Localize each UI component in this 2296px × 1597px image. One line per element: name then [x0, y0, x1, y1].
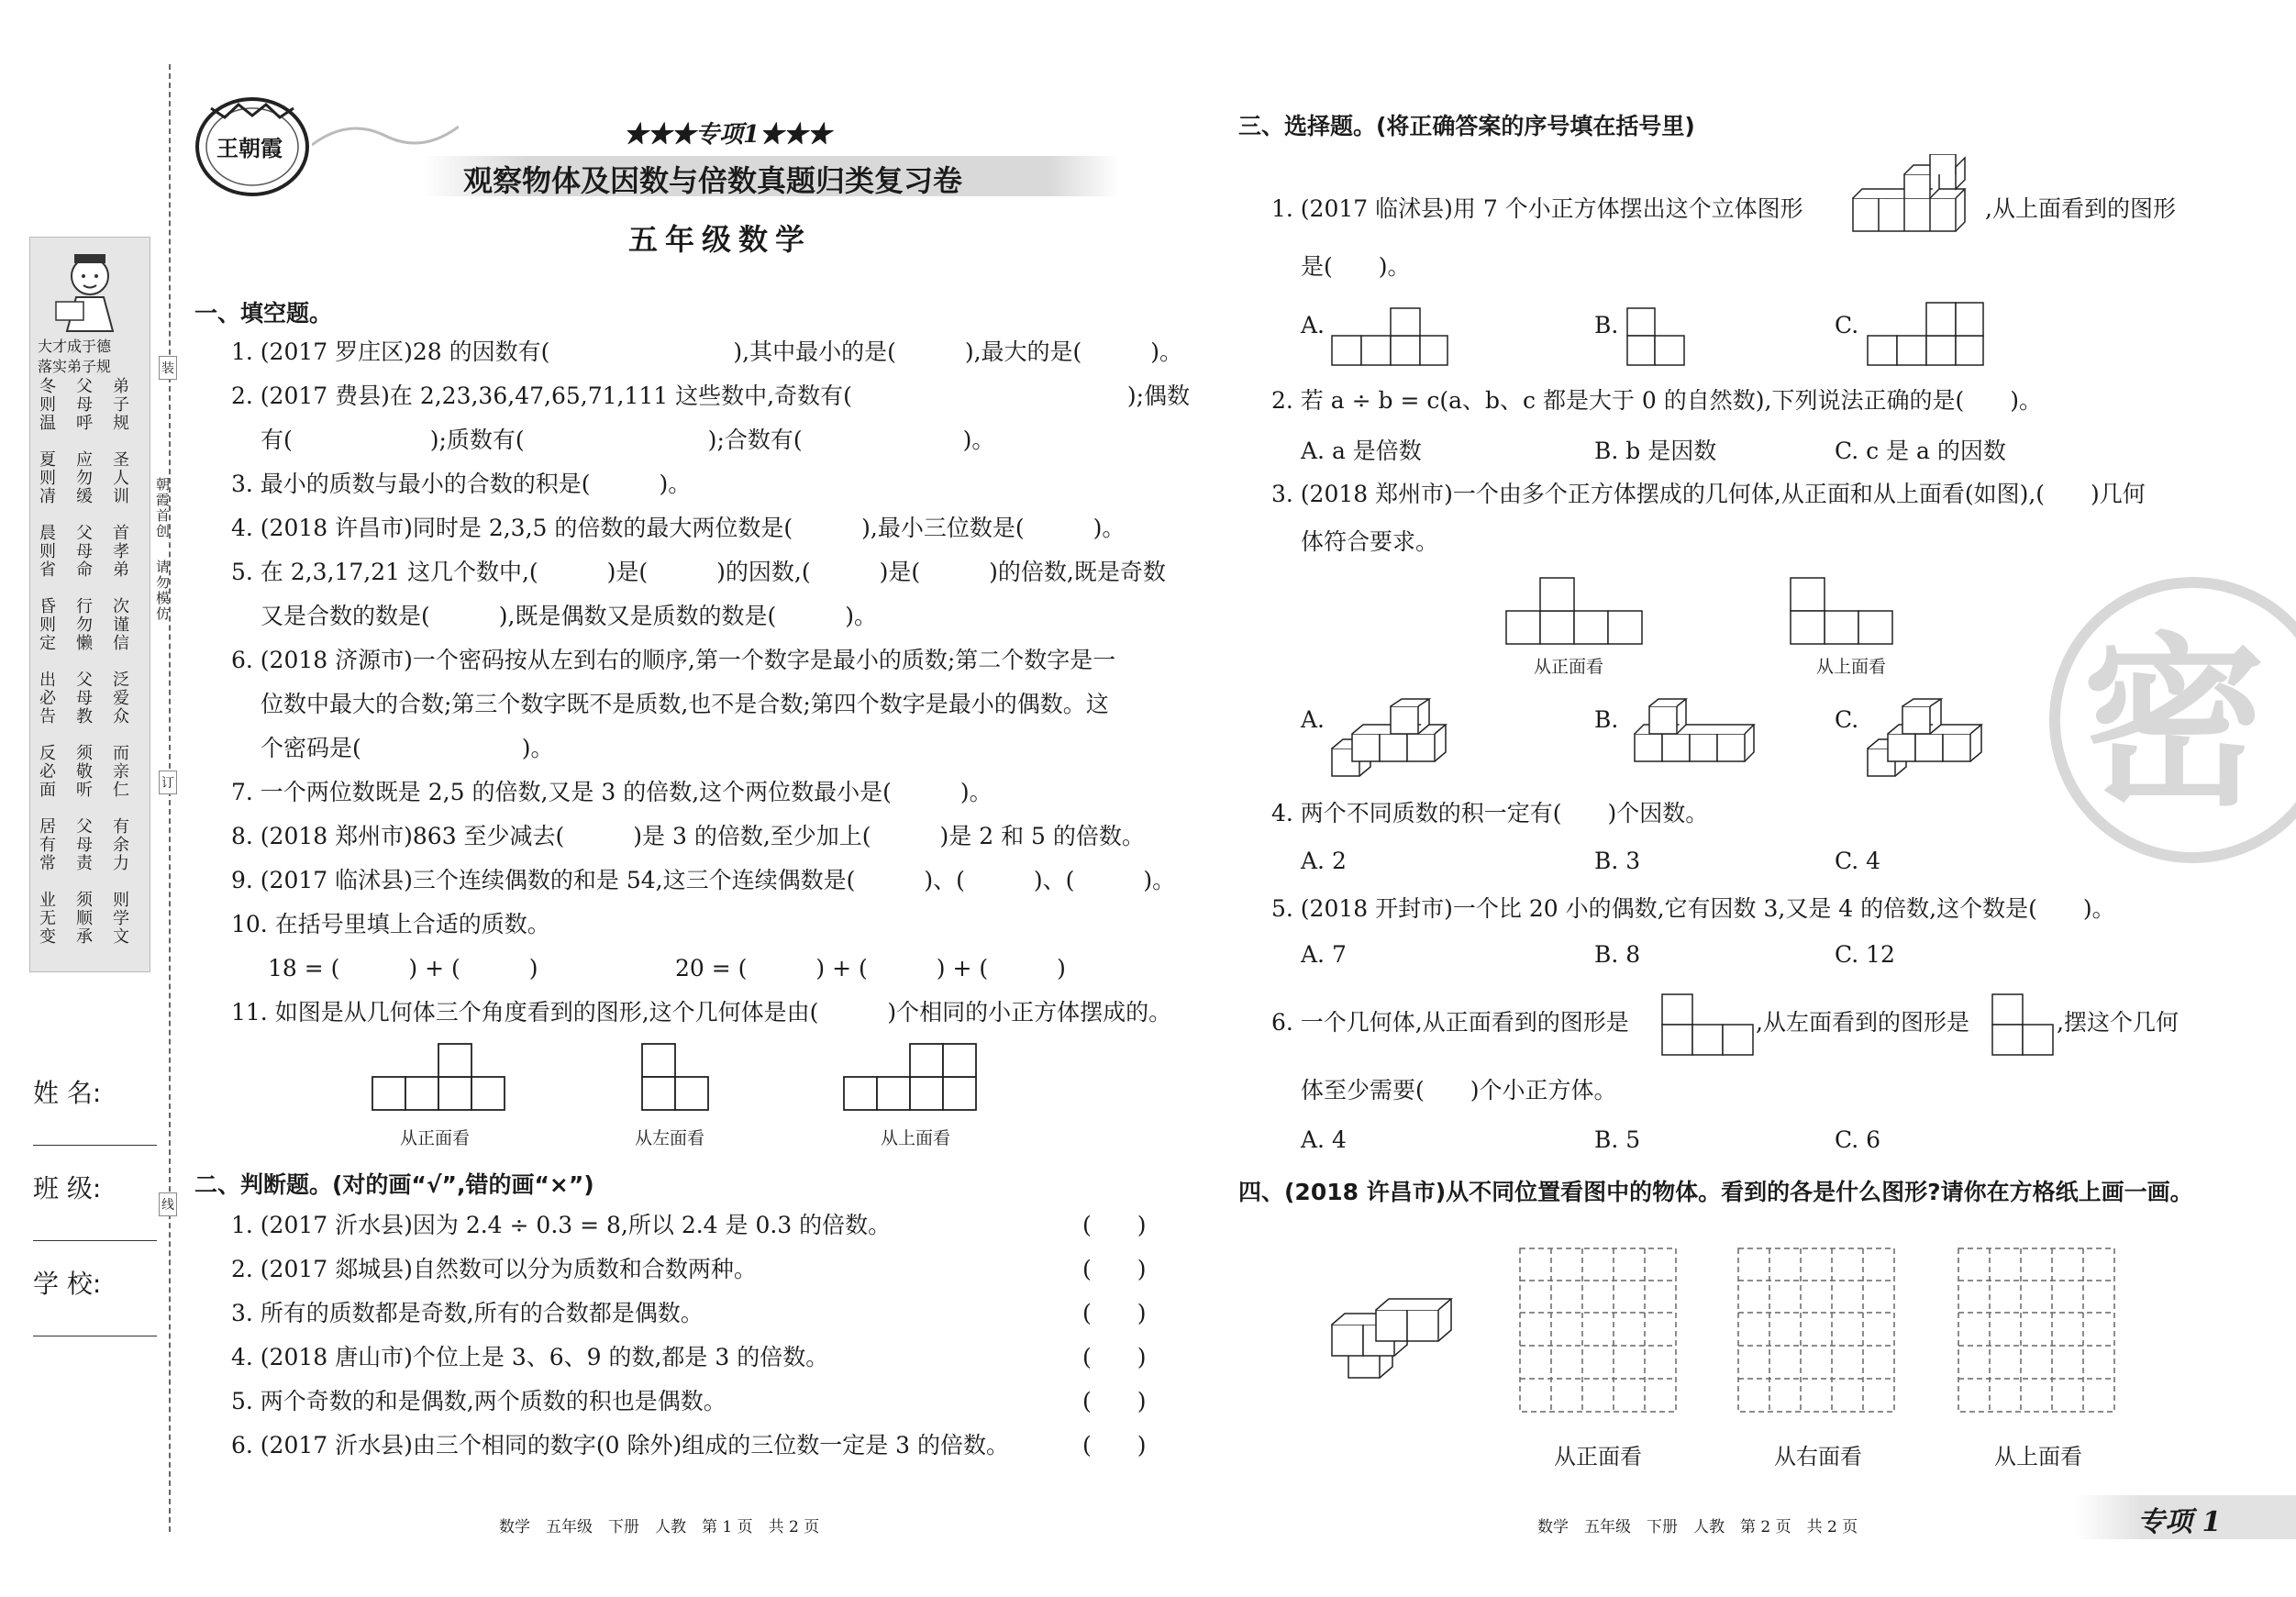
choice-6-option-c[interactable]: C. 6 [1835, 1126, 1881, 1153]
question-1-3: 3. 最小的质数与最小的合数的积是( )。 [231, 471, 692, 497]
choice-6-option-b[interactable]: B. 5 [1594, 1126, 1641, 1153]
page-subtitle: 五年级数学 [628, 222, 813, 257]
corner-label: 专项 1 [2137, 1506, 2222, 1538]
choice-3-label-b[interactable]: B. [1594, 706, 1619, 733]
choice-6b: ,从左面看到的图形是 [1756, 1009, 1969, 1036]
poem-col: 应勿缓 [73, 450, 93, 505]
question-1-6b: 位数中最大的合数;第三个数字既不是质数,也不是合数;第四个数字是最小的偶数。这 [261, 691, 1109, 717]
grid-right[interactable] [1737, 1248, 1895, 1413]
choice-1a: 1. (2017 临沭县)用 7 个小正方体摆出这个立体图形 [1271, 195, 1803, 222]
poem-col: 业无变 [37, 891, 56, 946]
choice-6-option-a[interactable]: A. 4 [1301, 1126, 1347, 1153]
logo-text: 王朝霞 [216, 136, 283, 161]
choice-1b: ,从上面看到的图形 [1985, 195, 2176, 222]
motto-1: 大才成于德 [38, 338, 112, 355]
binding-line [169, 64, 171, 1532]
choice-5-option-b[interactable]: B. 8 [1594, 941, 1641, 968]
question-1-5: 5. 在 2,3,17,21 这几个数中,( )是( )的因数,( )是( )的倍数,既是奇数 [231, 559, 1166, 585]
poem-col: 父母呼 [73, 377, 93, 432]
seal-mark: 线 [159, 1192, 177, 1216]
grid-top[interactable] [1958, 1248, 2115, 1413]
poem-col: 冬则温 [37, 377, 56, 432]
choice-6-front-view [1660, 993, 1756, 1057]
view-left-caption: 从左面看 [635, 1128, 705, 1148]
choice-6a: 6. 一个几何体,从正面看到的图形是 [1271, 1009, 1629, 1036]
class-label: 班 级: [33, 1173, 102, 1203]
choice-3-label-a[interactable]: A. [1301, 706, 1325, 733]
choice-1-option-b[interactable] [1625, 306, 1686, 367]
choice-4-option-a[interactable]: A. 2 [1301, 848, 1347, 874]
choice-3-top-caption: 从上面看 [1816, 657, 1887, 677]
choice-6c: ,摆这个几何 [2057, 1009, 2179, 1036]
choice-3-front-caption: 从正面看 [1534, 657, 1604, 677]
poem-col: 父母命 [73, 524, 93, 579]
choice-3-top-view [1789, 576, 1895, 646]
grid-front[interactable] [1519, 1248, 1677, 1413]
badge: ★★★专项1★★★ [624, 121, 832, 149]
poem-col: 首孝弟 [110, 524, 129, 579]
view-left-figure [640, 1042, 712, 1112]
judge-answer-2[interactable]: ( ) [1082, 1256, 1147, 1282]
choice-1-label-b[interactable]: B. [1594, 312, 1619, 338]
grid-right-caption: 从右面看 [1774, 1444, 1862, 1469]
choice-3-option-b[interactable] [1625, 697, 1763, 780]
choice-4-option-b[interactable]: B. 3 [1594, 848, 1641, 874]
section-judge: 二、判断题。(对的画“√”,错的画“×”) [194, 1171, 594, 1198]
margin-note-1: 朝霞首创 [154, 477, 171, 539]
poem-col: 有余力 [110, 817, 129, 872]
choice-1-solid-figure [1847, 154, 1985, 233]
choice-6-left-view [1991, 993, 2057, 1057]
choice-6d: 体至少需要( )个小正方体。 [1301, 1077, 1617, 1103]
choice-2-option-b[interactable]: B. b 是因数 [1594, 438, 1717, 464]
poem-col: 泛爱众 [110, 671, 129, 726]
judge-answer-3[interactable]: ( ) [1082, 1300, 1147, 1326]
poem-col: 则学文 [110, 891, 129, 946]
choice-3a: 3. (2018 郑州市)一个由多个正方体摆成的几何体,从正面和从上面看(如图),( )几何 [1271, 481, 2146, 507]
poem-col: 居有常 [37, 817, 56, 872]
question-1-1: 1. (2017 罗庄区)28 的因数有( ),其中最小的是( ),最大的是( )。 [231, 338, 1183, 365]
choice-5-option-c[interactable]: C. 12 [1835, 941, 1895, 968]
name-label: 姓 名: [33, 1078, 102, 1108]
right-footer: 数学 五年级 下册 人教 第 2 页 共 2 页 [1537, 1518, 1858, 1536]
poem-col: 出必告 [37, 671, 56, 726]
section-choice: 三、选择题。(将正确答案的序号填在括号里) [1238, 113, 1695, 139]
choice-5: 5. (2018 开封市)一个比 20 小的偶数,它有因数 3,又是 4 的倍数,这个数是( )。 [1271, 895, 2115, 922]
question-1-2: 2. (2017 费县)在 2,23,36,47,65,71,111 这些数中,奇数有( );偶数 [231, 383, 1191, 409]
judge-answer-4[interactable]: ( ) [1082, 1344, 1147, 1370]
poem-col: 行勿懒 [73, 597, 93, 652]
choice-4-option-c[interactable]: C. 4 [1835, 848, 1881, 874]
choice-3-label-c[interactable]: C. [1835, 706, 1859, 733]
question-1-10a: 18 = ( ) + ( ) [268, 955, 538, 981]
choice-2-option-a[interactable]: A. a 是倍数 [1301, 438, 1422, 464]
choice-3-front-view [1504, 576, 1644, 646]
poem-col: 昏则定 [37, 597, 56, 652]
judge-1: 1. (2017 沂水县)因为 2.4 ÷ 0.3 = 8,所以 2.4 是 0.3 的倍数。 [231, 1212, 892, 1238]
choice-3-option-a[interactable] [1330, 697, 1468, 780]
question-1-6: 6. (2018 济源市)一个密码按从左到右的顺序,第一个数字是最小的质数;第二个数字是一 [231, 647, 1116, 673]
question-1-5b: 又是合数的数是( ),既是偶数又是质数的数是( )。 [261, 603, 877, 629]
choice-1-option-a[interactable] [1330, 306, 1449, 367]
view-front-figure [371, 1042, 508, 1112]
judge-answer-6[interactable]: ( ) [1082, 1432, 1147, 1458]
judge-answer-1[interactable]: ( ) [1082, 1212, 1147, 1238]
ribbon-decoration [312, 108, 459, 163]
stamp-character: 密 [2082, 617, 2267, 831]
question-1-7: 7. 一个两位数既是 2,5 的倍数,又是 3 的倍数,这个两位数最小是( )。 [231, 779, 993, 805]
margin-note-2: 请勿模仿 [154, 560, 171, 622]
poem-col: 夏则凊 [37, 450, 56, 505]
name-field[interactable] [33, 1073, 157, 1147]
judge-6: 6. (2017 沂水县)由三个相同的数字(0 除外)组成的三位数一定是 3 的倍数。 [231, 1432, 1010, 1458]
choice-2-option-c[interactable]: C. c 是 a 的因数 [1835, 438, 2006, 464]
view-front-caption: 从正面看 [400, 1128, 471, 1148]
question-1-9: 9. (2017 临沭县)三个连续偶数的和是 54,这三个连续偶数是( )、( )、( )。 [231, 867, 1176, 893]
poem-col: 晨则省 [37, 524, 56, 579]
poem-block [36, 377, 146, 964]
class-field[interactable] [33, 1169, 157, 1242]
question-1-10: 10. 在括号里填上合适的质数。 [231, 911, 550, 937]
grid-top-caption: 从上面看 [1994, 1444, 2082, 1469]
view-top-figure [842, 1042, 980, 1112]
choice-3b: 体符合要求。 [1301, 528, 1439, 555]
poem-col: 父母责 [73, 817, 93, 872]
poem-col: 父母教 [73, 671, 93, 726]
view-top-caption: 从上面看 [881, 1128, 951, 1148]
choice-3-option-c[interactable] [1866, 697, 2003, 780]
poem-col: 而亲仁 [110, 744, 129, 799]
judge-2: 2. (2017 郯城县)自然数可以分为质数和合数两种。 [231, 1256, 757, 1282]
question-1-11: 11. 如图是从几何体三个角度看到的图形,这个几何体是由( )个相同的小正方体摆成的。 [231, 999, 1172, 1026]
drawing-solid-figure [1330, 1292, 1459, 1383]
seal-mark: 装 [159, 356, 177, 380]
judge-answer-5[interactable]: ( ) [1082, 1388, 1147, 1414]
seal-mark: 订 [159, 771, 177, 794]
poem-col: 须顺承 [73, 891, 93, 946]
choice-1-label-c[interactable]: C. [1835, 312, 1859, 338]
poem-col: 弟子规 [110, 377, 129, 432]
choice-1c: 是( )。 [1301, 253, 1411, 280]
choice-5-option-a[interactable]: A. 7 [1301, 941, 1347, 968]
poem-col: 反必面 [37, 744, 56, 799]
page-title: 观察物体及因数与倍数真题归类复习卷 [463, 163, 963, 198]
choice-1-label-a[interactable]: A. [1301, 312, 1325, 338]
poem-col: 次谨信 [110, 597, 129, 652]
judge-3: 3. 所有的质数都是奇数,所有的合数都是偶数。 [231, 1300, 704, 1326]
grid-front-caption: 从正面看 [1554, 1444, 1642, 1469]
section-fill-blank: 一、填空题。 [194, 300, 333, 327]
school-label: 学 校: [33, 1269, 102, 1299]
question-1-4: 4. (2018 许昌市)同时是 2,3,5 的倍数的最大两位数是( ),最小三位数是( )。 [231, 515, 1126, 541]
choice-1-option-c[interactable] [1866, 301, 1985, 367]
school-field[interactable] [33, 1264, 157, 1337]
question-1-6c: 个密码是( )。 [261, 735, 554, 761]
poem-col: 须敬听 [73, 744, 93, 799]
left-footer: 数学 五年级 下册 人教 第 1 页 共 2 页 [499, 1518, 820, 1536]
sidebar-panel [29, 237, 150, 972]
question-1-8: 8. (2018 郑州市)863 至少减去( )是 3 的倍数,至少加上( )是 2 和 5 的倍数。 [231, 823, 1145, 849]
section-drawing: 四、(2018 许昌市)从不同位置看图中的物体。看到的各是什么图形?请你在方格纸上画一画。 [1238, 1179, 2193, 1205]
motto-2: 落实弟子规 [38, 358, 112, 375]
choice-4: 4. 两个不同质数的积一定有( )个因数。 [1271, 800, 1709, 826]
question-1-2b: 有( );质数有( );合数有( )。 [261, 427, 995, 453]
judge-5: 5. 两个奇数的和是偶数,两个质数的积也是偶数。 [231, 1388, 727, 1414]
judge-4: 4. (2018 唐山市)个位上是 3、6、9 的数,都是 3 的倍数。 [231, 1344, 829, 1370]
scholar-illustration [49, 247, 131, 334]
poem-col: 圣人训 [110, 450, 129, 505]
choice-2: 2. 若 a ÷ b = c(a、b、c 都是大于 0 的自然数),下列说法正确的是( )。 [1271, 387, 2042, 414]
question-1-10b: 20 = ( ) + ( ) + ( ) [675, 955, 1066, 981]
